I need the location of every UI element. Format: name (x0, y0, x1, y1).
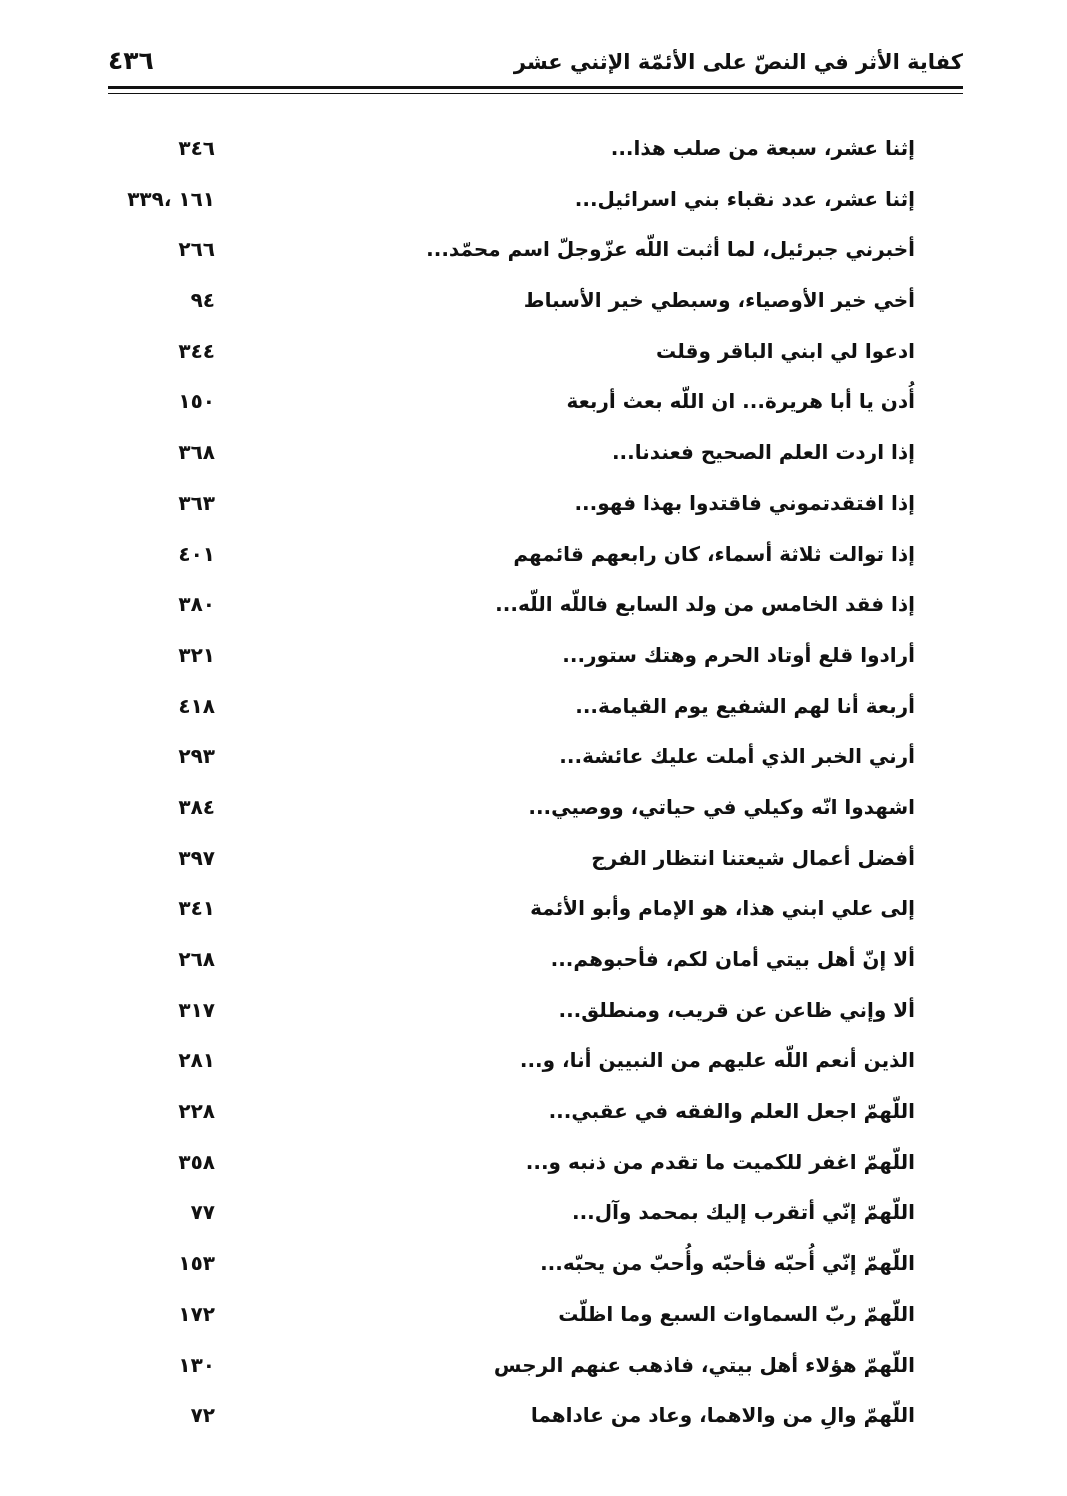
entry-text: اشهدوا انّه وكيلي في حياتي، ووصيي... (528, 794, 915, 819)
entry-text: اللّهمّ اغفر للكميت ما تقدم من ذنبه و... (525, 1149, 915, 1174)
entry-page-refs: ٧٧ (190, 1200, 215, 1225)
index-entry (100, 227, 915, 278)
entry-page-refs: ٢٩٣ (178, 744, 215, 769)
index-entry (100, 481, 915, 532)
entry-text: إثنا عشر، عدد نقباء بني اسرائيل... (574, 186, 915, 211)
entry-page-refs: ٤٠١ (178, 541, 215, 566)
entry-page-refs: ٣٨٤ (178, 794, 215, 819)
entry-text: ألا إنّ أهل بيتي أمان لكم، فأحبوهم... (550, 947, 915, 971)
index-entry (100, 1241, 915, 1292)
entry-text: إذا اردت العلم الصحيح فعندنا... (611, 440, 915, 465)
entry-text: ادعوا لي ابني الباقر وقلت (656, 338, 915, 363)
entry-page-refs: ٣٤٤ (178, 338, 215, 363)
entry-text: اللّهمّ ربّ السماوات السبع وما اظلّت (558, 1301, 915, 1326)
entry-page-refs: ٧٢ (190, 1403, 215, 1428)
entry-text: إذا افتقدتموني فاقتدوا بهذا فهو... (574, 490, 915, 515)
entry-text: اللّهمّ إنّي أتقرب إليك بمحمد وآل... (571, 1200, 915, 1225)
index-entry (100, 988, 915, 1039)
index-entry (100, 684, 915, 735)
index-entry (100, 126, 915, 177)
entry-page-refs: ٢٢٨ (178, 1099, 215, 1124)
index-entry (100, 1393, 915, 1444)
index-entry (100, 582, 915, 633)
entry-page-refs: ٣٥٨ (178, 1149, 215, 1174)
entry-page-refs: ١٣٠ (178, 1352, 215, 1377)
hadith-index-list (100, 126, 915, 1444)
entry-text: اللّهمّ إنّي أُحبّه فأحبّه وأُحبّ من يحبّه... (540, 1251, 915, 1276)
entry-page-refs: ٣٢١ (178, 642, 215, 667)
entry-page-refs: ١٥٠ (178, 389, 215, 414)
entry-text: إذا توالت ثلاثة أسماء، كان رابعهم قائمهم (513, 541, 915, 566)
entry-text: اللّهمّ اجعل العلم والفقه في عقبي... (548, 1099, 915, 1124)
index-entry (100, 836, 915, 887)
entry-page-refs: ٣١٧ (178, 997, 215, 1022)
index-entry (100, 329, 915, 380)
entry-text: إلى علي ابني هذا، هو الإمام وأبو الأئمة (530, 896, 915, 921)
index-entry (100, 886, 915, 937)
entry-page-refs: ٣٤١ (178, 896, 215, 921)
header-rule-thick (108, 86, 963, 89)
entry-page-refs: ٤١٨ (178, 693, 215, 718)
index-entry (100, 177, 915, 228)
entry-text: إذا فقد الخامس من ولد السابع فاللّه اللّه... (495, 592, 915, 617)
page-number: ٤٣٦ (108, 46, 154, 75)
index-entry (100, 430, 915, 481)
entry-page-refs: ٣٨٠ (178, 592, 215, 617)
index-entry (100, 278, 915, 329)
entry-text: إثنا عشر، سبعة من صلب هذا... (610, 136, 915, 160)
index-entry (100, 379, 915, 430)
index-entry (100, 633, 915, 684)
index-entry (100, 1140, 915, 1191)
entry-text: أرني الخبر الذي أملت عليك عائشة... (559, 744, 915, 769)
entry-text: أخبرني جبرئيل، لما أثبت اللّه عزّوجلّ اسم محمّد... (426, 237, 915, 262)
entry-page-refs: ٣٤٦ (178, 136, 215, 160)
index-entry (100, 1089, 915, 1140)
index-entry (100, 1292, 915, 1343)
entry-text: أفضل أعمال شيعتنا انتظار الفرج (591, 845, 915, 870)
running-title: كفاية الأثر في النصّ على الأئمّة الإثني عشر (513, 50, 963, 74)
index-entry (100, 937, 915, 988)
index-entry (100, 1190, 915, 1241)
index-entry (100, 785, 915, 836)
entry-page-refs: ١٦١ ،٣٣٩ (127, 186, 215, 211)
entry-text: أربعة أنا لهم الشفيع يوم القيامة... (575, 693, 915, 718)
index-entry (100, 1343, 915, 1394)
entry-text: أخي خير الأوصياء، وسبطي خير الأسباط (523, 288, 915, 313)
entry-page-refs: ٢٨١ (178, 1048, 215, 1073)
entry-text: اللّهمّ والِ من والاهما، وعاد من عاداهما (530, 1403, 915, 1428)
page-header (108, 38, 963, 88)
entry-text: ألا وإني ظاعن عن قريب، ومنطلق... (558, 997, 915, 1022)
entry-page-refs: ٩٤ (190, 288, 215, 313)
entry-text: أُدن يا أبا هريرة... ان اللّه بعث أربعة (566, 389, 915, 414)
entry-text: أرادوا قلع أوتاد الحرم وهتك ستور... (562, 642, 915, 667)
header-rule-thin (108, 93, 963, 94)
entry-page-refs: ٣٦٣ (178, 490, 215, 515)
entry-page-refs: ١٧٢ (178, 1301, 215, 1326)
entry-page-refs: ١٥٣ (178, 1251, 215, 1276)
entry-page-refs: ٢٦٦ (178, 237, 215, 262)
entry-page-refs: ٢٦٨ (178, 947, 215, 971)
index-entry (100, 532, 915, 583)
entry-page-refs: ٣٩٧ (178, 845, 215, 870)
index-entry (100, 734, 915, 785)
index-entry (100, 1038, 915, 1089)
entry-text: اللّهمّ هؤلاء أهل بيتي، فاذهب عنهم الرجس (493, 1352, 915, 1377)
entry-text: الذين أنعم اللّه عليهم من النبيين أنا، و... (519, 1048, 915, 1073)
entry-page-refs: ٣٦٨ (178, 440, 215, 465)
